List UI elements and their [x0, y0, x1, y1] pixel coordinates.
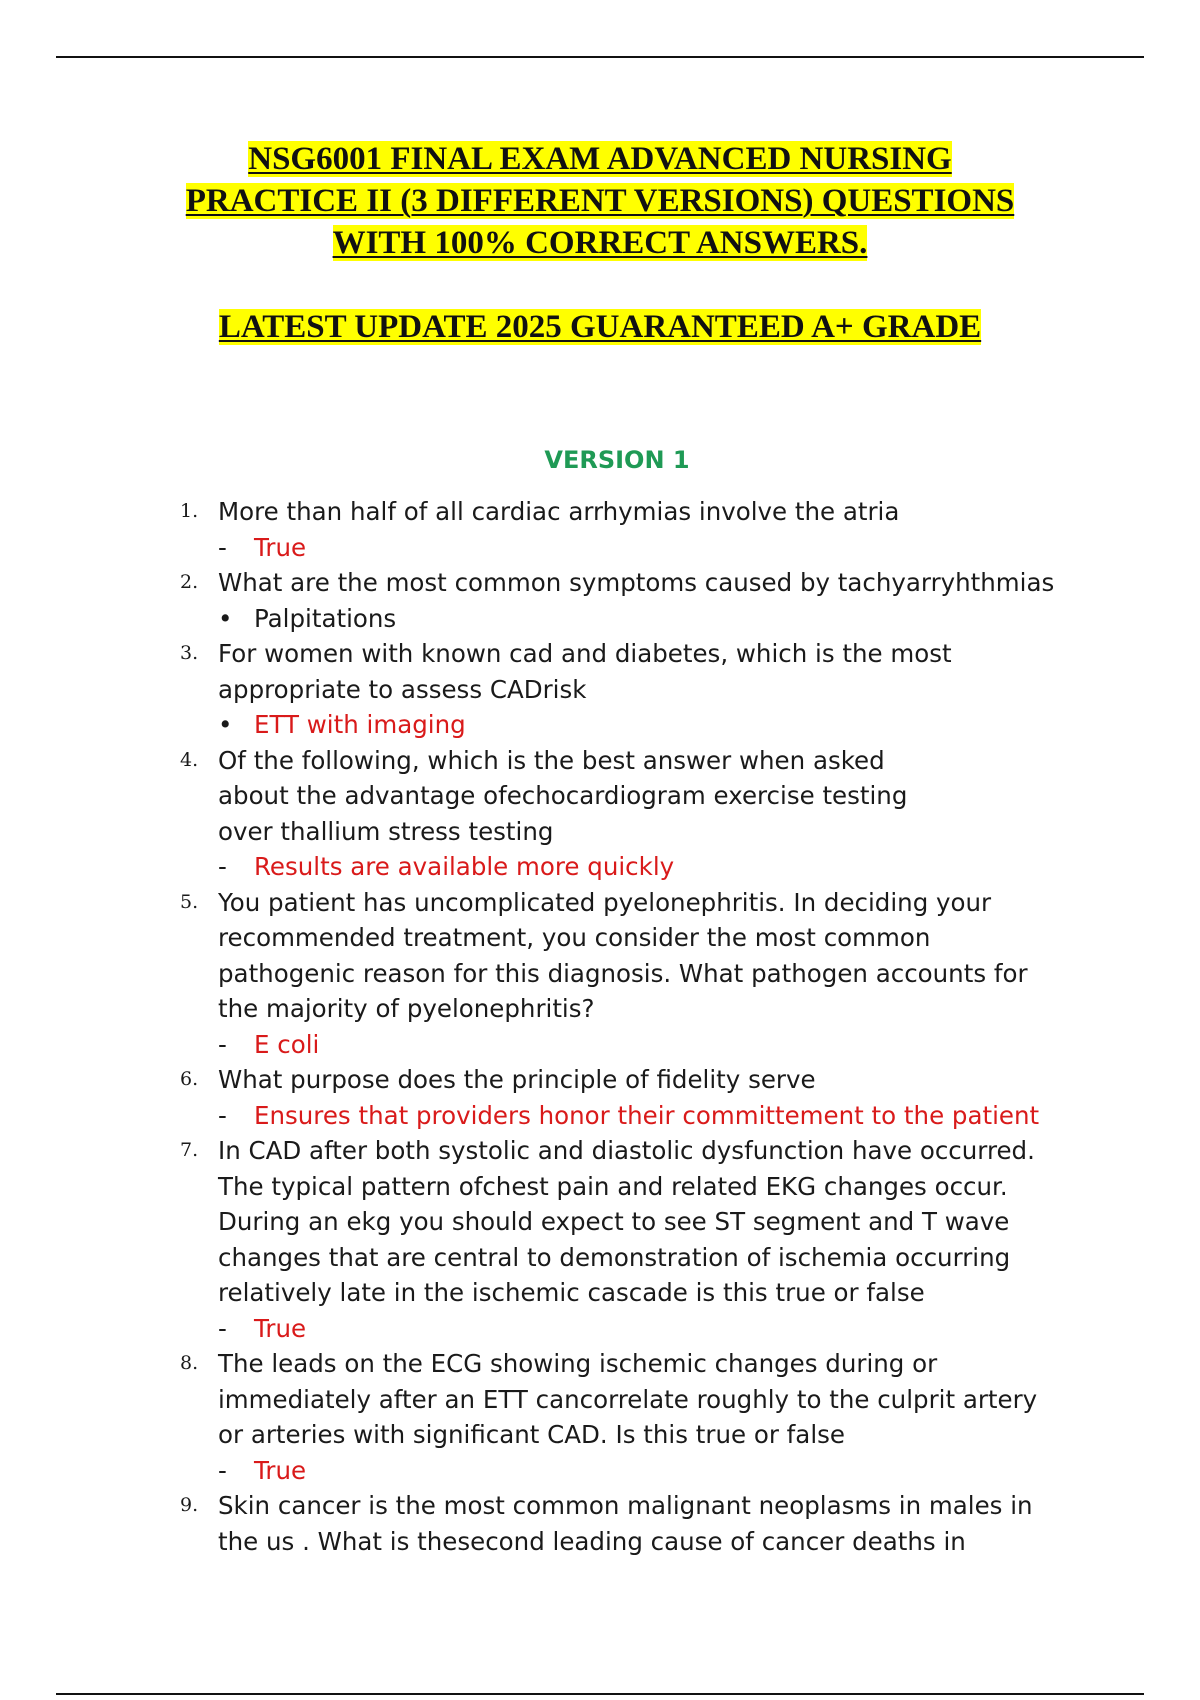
- question-number: 1.: [180, 500, 199, 522]
- question-text-line: [0, 991, 1200, 1027]
- question-text: What are the most common symptoms caused by tachyarryhthmias: [218, 568, 1055, 597]
- question-text: changes that are central to demonstration of ischemia occurring: [218, 1242, 1011, 1272]
- answer-text: True: [254, 1313, 307, 1343]
- question-item: [0, 885, 1200, 1063]
- question-text-line: [0, 920, 1200, 956]
- question-text: The leads on the ECG showing ischemic changes during or: [218, 1349, 938, 1378]
- question-text: appropriate to assess CADrisk: [218, 674, 587, 704]
- question-text-line: [0, 1240, 1200, 1276]
- question-text-line: [0, 494, 1200, 530]
- question-item: [0, 1488, 1200, 1559]
- question-text: What purpose does the principle of fidelity serve: [218, 1065, 816, 1094]
- answer-text: Ensures that providers honor their committement to the patient: [254, 1100, 1040, 1130]
- answer-text: True: [254, 1455, 307, 1485]
- question-text: You patient has uncomplicated pyelonephritis. In deciding your: [218, 887, 992, 917]
- question-item: [0, 743, 1200, 885]
- question-number: 2.: [180, 571, 199, 593]
- question-item: [0, 1133, 1200, 1346]
- answer-line: [0, 601, 1200, 637]
- question-text: the majority of pyelonephritis?: [218, 994, 595, 1023]
- question-text-line: [0, 1275, 1200, 1311]
- answer-text: ETT with imaging: [254, 710, 466, 739]
- answer-line: [0, 1311, 1200, 1347]
- question-text-line: [0, 1204, 1200, 1240]
- bullet-dash-icon: -: [218, 852, 227, 881]
- title-line-1: NSG6001 FINAL EXAM ADVANCED NURSING: [248, 141, 952, 177]
- answer-text: Palpitations: [254, 603, 397, 633]
- question-text: immediately after an ETT cancorrelate roughly to the culprit artery: [218, 1384, 1038, 1414]
- answer-line: [0, 1098, 1200, 1134]
- bullet-dash-icon: -: [218, 1313, 227, 1343]
- answer-line: [0, 530, 1200, 566]
- subtitle-text: LATEST UPDATE 2025 GUARANTEED A+ GRADE: [218, 309, 982, 345]
- question-text-line: [0, 1133, 1200, 1169]
- question-number: 9.: [180, 1494, 199, 1516]
- question-text: relatively late in the ischemic cascade is this true or false: [218, 1278, 925, 1307]
- question-text: recommended treatment, you consider the most common: [218, 923, 931, 952]
- question-number: 4.: [180, 748, 199, 771]
- bullet-dot-icon: •: [218, 603, 233, 633]
- bottom-rule: [56, 1693, 1144, 1695]
- question-text-line: [0, 743, 1200, 779]
- question-number: 3.: [180, 642, 199, 664]
- version-heading: VERSION 1: [544, 446, 690, 474]
- question-number: 6.: [180, 1068, 199, 1090]
- question-text: During an ekg you should expect to see ST segment and T wave: [218, 1207, 1010, 1236]
- question-item: [0, 1062, 1200, 1133]
- question-list: [0, 494, 1200, 1559]
- question-number: 5.: [180, 890, 199, 913]
- question-text-line: [0, 1417, 1200, 1453]
- answer-text: Results are available more quickly: [254, 852, 675, 881]
- answer-text: True: [254, 532, 307, 562]
- question-text-line: [0, 814, 1200, 850]
- question-text: Of the following, which is the best answer when asked: [218, 745, 885, 775]
- question-item: [0, 565, 1200, 636]
- question-text: the us . What is thesecond leading cause of cancer deaths in: [218, 1526, 966, 1556]
- document-title: [100, 138, 1100, 264]
- question-item: [0, 1346, 1200, 1488]
- question-text-line: [0, 1524, 1200, 1560]
- answer-text: E coli: [254, 1029, 320, 1059]
- question-item: [0, 636, 1200, 743]
- question-text: For women with known cad and diabetes, which is the most: [218, 639, 952, 668]
- title-line-3: WITH 100% CORRECT ANSWERS.: [332, 225, 868, 261]
- bullet-dash-icon: -: [218, 1455, 227, 1485]
- question-number: 7.: [180, 1139, 199, 1161]
- question-text: over thallium stress testing: [218, 816, 554, 846]
- top-rule: [56, 56, 1144, 58]
- bullet-dash-icon: -: [218, 1029, 227, 1059]
- question-text-line: [0, 885, 1200, 921]
- question-text-line: [0, 1062, 1200, 1098]
- question-text-line: [0, 1346, 1200, 1382]
- question-text: More than half of all cardiac arrhymias involve the atria: [218, 497, 900, 526]
- question-text: The typical pattern ofchest pain and related EKG changes occur.: [218, 1171, 1008, 1201]
- question-text-line: [0, 565, 1200, 601]
- question-text: Skin cancer is the most common malignant neoplasms in males in: [218, 1491, 1033, 1520]
- bullet-dash-icon: -: [218, 532, 227, 562]
- answer-line: [0, 849, 1200, 885]
- question-text: pathogenic reason for this diagnosis. What pathogen accounts for: [218, 958, 1028, 988]
- question-text: about the advantage ofechocardiogram exercise testing: [218, 781, 908, 810]
- question-text-line: [0, 1382, 1200, 1418]
- document-subtitle: [100, 306, 1100, 348]
- question-text-line: [0, 778, 1200, 814]
- answer-line: [0, 1027, 1200, 1063]
- question-text-line: [0, 1488, 1200, 1524]
- question-text: or arteries with significant CAD. Is this true or false: [218, 1420, 845, 1449]
- bullet-dash-icon: -: [218, 1100, 227, 1130]
- question-text-line: [0, 672, 1200, 708]
- answer-line: [0, 707, 1200, 743]
- question-text: In CAD after both systolic and diastolic dysfunction have occurred.: [218, 1136, 1035, 1165]
- title-line-2: PRACTICE II (3 DIFFERENT VERSIONS) QUESTIONS: [185, 183, 1015, 219]
- question-text-line: [0, 636, 1200, 672]
- question-number: 8.: [180, 1352, 199, 1374]
- question-text-line: [0, 956, 1200, 992]
- answer-line: [0, 1453, 1200, 1489]
- question-text-line: [0, 1169, 1200, 1205]
- bullet-dot-icon: •: [218, 710, 233, 739]
- question-item: [0, 494, 1200, 565]
